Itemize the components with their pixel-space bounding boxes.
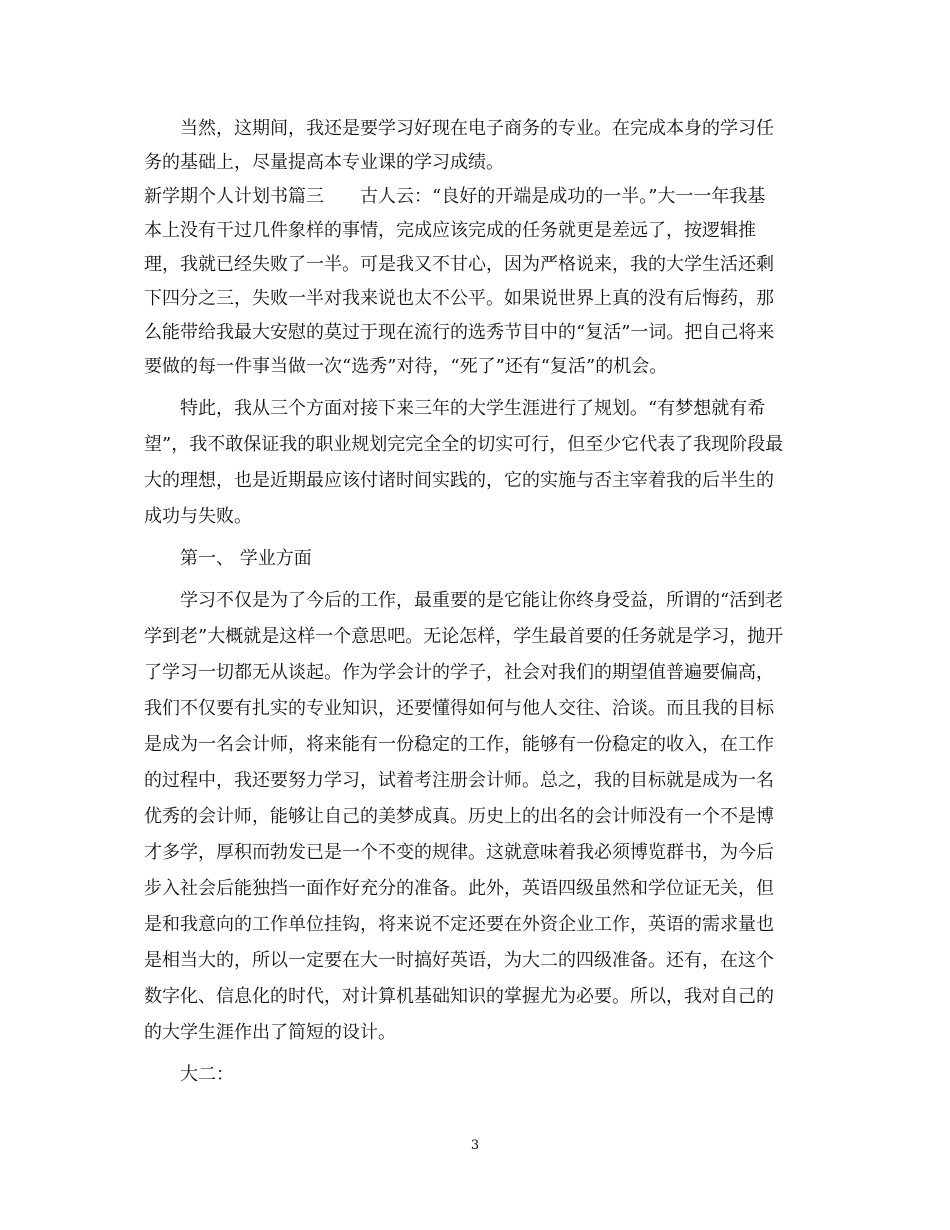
text-line: 优秀的会计师，能够让自己的美梦成真。历史上的出名的会计师没有一个不是博: [144, 806, 774, 827]
page-number: 3: [470, 1138, 480, 1153]
text-line: 下四分之三，失败一半对我来说也太不公平。如果说世界上真的没有后悔药，那: [144, 288, 774, 309]
text-line: 学到老”大概就是这样一个意思吧。无论怎样，学生最首要的任务就是学习，抛开: [144, 626, 784, 647]
text-line: 是和我意向的工作单位挂钩，将来说不定还要在外资企业工作，英语的需求量也: [144, 914, 774, 935]
text-line: 是相当大的，所以一定要在大一时搞好英语，为大二的四级准备。还有，在这个: [144, 950, 774, 971]
text-line: 我们不仅要有扎实的专业知识，还要懂得如何与他人交往、洽谈。而且我的目标: [144, 698, 774, 719]
text-line: 特此，我从三个方面对接下来三年的大学生涯进行了规划。“有梦想就有希: [180, 398, 766, 419]
text-line: 理，我就已经失败了一半。可是我又不甘心，因为严格说来，我的大学生活还剩: [144, 254, 774, 275]
text-line: 望”，我不敢保证我的职业规划完完全全的切实可行，但至少它代表了我现阶段最: [144, 434, 784, 455]
text-line: 的大学生涯作出了简短的设计。: [144, 1022, 396, 1043]
text-line: 务的基础上，尽量提高本专业课的学习成绩。: [144, 152, 504, 173]
text-line: 学习不仅是为了今后的工作，最重要的是它能让你终身受益，所谓的“活到老: [180, 590, 784, 611]
text-line: 步入社会后能独挡一面作好充分的准备。此外，英语四级虽然和学位证无关，但: [144, 878, 774, 899]
text-line: 要做的每一件事当做一次“选秀”对待，“死了”还有“复活”的机会。: [144, 356, 668, 377]
text-line: 本上没有干过几件象样的事情，完成应该完成的任务就更是差远了，按逻辑推: [144, 220, 756, 241]
section-heading-line: 新学期个人计划书篇三 古人云：“良好的开端是成功的一半。”大一一年我基: [144, 186, 766, 207]
text-line: 么能带给我最大安慰的莫过于现在流行的选秀节目中的“复活”一词。把自己将来: [144, 322, 775, 343]
text-line: 成功与失败。: [144, 506, 252, 527]
text-line: 当然，这期间，我还是要学习好现在电子商务的专业。在完成本身的学习任: [180, 118, 774, 139]
subheading-line: 大二：: [180, 1064, 234, 1085]
text-line: 是成为一名会计师，将来能有一份稳定的工作，能够有一份稳定的收入，在工作: [144, 734, 774, 755]
text-line: 了学习一切都无从谈起。作为学会计的学子，社会对我们的期望值普遍要偏高，: [144, 662, 774, 683]
subheading-line: 第一、 学业方面: [180, 548, 312, 569]
text-line: 数字化、信息化的时代，对计算机基础知识的掌握尤为必要。所以，我对自己的: [144, 986, 774, 1007]
text-line: 才多学，厚积而勃发已是一个不变的规律。这就意味着我必须博览群书，为今后: [144, 842, 774, 863]
text-line: 大的理想，也是近期最应该付诸时间实践的，它的实施与否主宰着我的后半生的: [144, 470, 774, 491]
text-line: 的过程中，我还要努力学习，试着考注册会计师。总之，我的目标就是成为一名: [144, 770, 774, 791]
